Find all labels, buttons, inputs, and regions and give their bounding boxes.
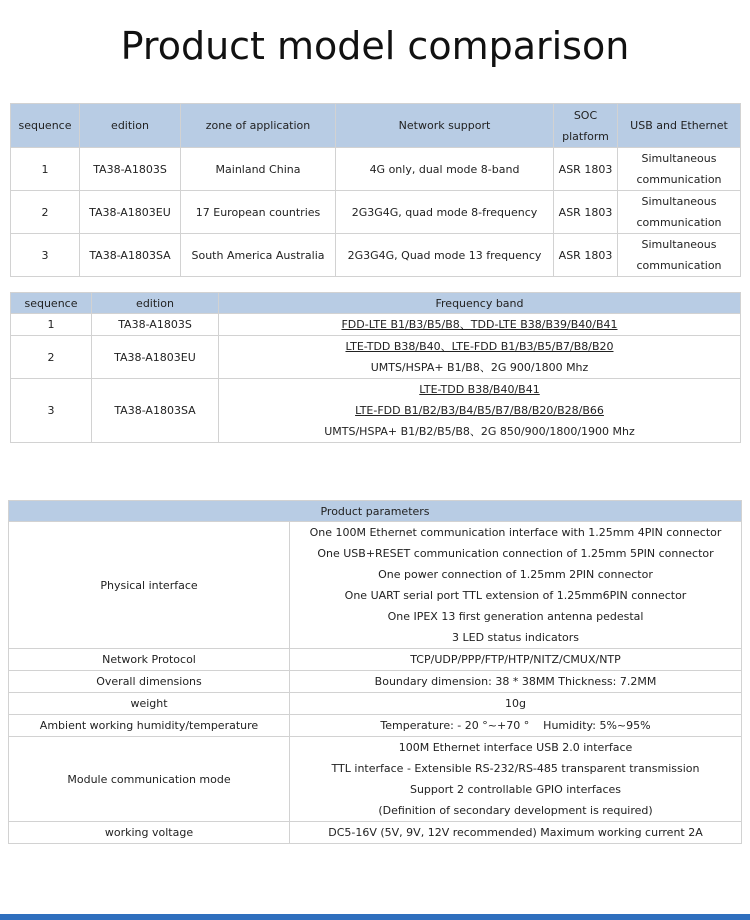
band-line: UMTS/HSPA+ B1/B2/B5/B8、2G 850/900/1800/1900 Mhz <box>324 425 635 438</box>
header-cell: Frequency band <box>219 293 741 314</box>
param-line: 100M Ethernet interface USB 2.0 interface <box>398 741 633 754</box>
param-value <box>290 671 742 693</box>
param-line: Boundary dimension: 38 * 38MM Thickness: 7.2MM <box>374 675 657 688</box>
band-line: UMTS/HSPA+ B1/B8、2G 900/1800 Mhz <box>370 361 589 374</box>
table-row <box>9 693 742 715</box>
param-line: (Definition of secondary development is required) <box>378 804 653 817</box>
table-cell: 3 <box>11 379 92 443</box>
param-label: Physical interface <box>9 522 290 649</box>
param-value <box>290 649 742 671</box>
header-cell: Product parameters <box>9 501 742 522</box>
param-label: working voltage <box>9 822 290 844</box>
table-cell: TA38-A1803S <box>80 148 181 191</box>
param-line: One UART serial port TTL extension of 1.25mm6PIN connector <box>344 589 687 602</box>
param-label: Ambient working humidity/temperature <box>9 715 290 737</box>
param-value <box>290 822 742 844</box>
table-cell: 3 <box>11 234 80 277</box>
param-value <box>290 715 742 737</box>
table-cell: 1 <box>11 148 80 191</box>
table-row <box>9 522 742 649</box>
table-cell: TA38-A1803EU <box>92 336 219 379</box>
table-row <box>11 336 741 379</box>
table-cell: Simultaneous communication <box>618 148 741 191</box>
param-line: 10g <box>505 697 526 710</box>
table-cell: Simultaneous communication <box>618 234 741 277</box>
table-row <box>11 379 741 443</box>
table-row <box>11 234 741 277</box>
table-header-row <box>11 104 741 148</box>
param-line: TTL interface - Extensible RS-232/RS-485 transparent transmission <box>331 762 700 775</box>
param-label: Network Protocol <box>9 649 290 671</box>
param-line: One 100M Ethernet communication interface with 1.25mm 4PIN connector <box>309 526 722 539</box>
table-cell: 2 <box>11 336 92 379</box>
param-value <box>290 522 742 649</box>
band-line: FDD-LTE B1/B3/B5/B8、TDD-LTE B38/B39/B40/B41 <box>341 318 618 331</box>
header-cell: Network support <box>336 104 554 148</box>
band-line: LTE-TDD B38/B40、LTE-FDD B1/B3/B5/B7/B8/B20 <box>345 340 614 353</box>
header-cell: SOC platform <box>554 104 618 148</box>
header-cell: edition <box>80 104 181 148</box>
table-row <box>11 148 741 191</box>
table-cell: Mainland China <box>181 148 336 191</box>
product-parameters-table <box>8 500 742 844</box>
band-line: LTE-FDD B1/B2/B3/B4/B5/B7/B8/B20/B28/B66 <box>355 404 604 417</box>
header-cell: sequence <box>11 104 80 148</box>
model-comparison-table <box>10 103 741 277</box>
param-label: Module communication mode <box>9 737 290 822</box>
table-cell: 4G only, dual mode 8-band <box>336 148 554 191</box>
band-line: LTE-TDD B38/B40/B41 <box>419 383 540 396</box>
param-line: Temperature: - 20 °~+70 ° Humidity: 5%~95% <box>380 719 651 732</box>
param-line: One IPEX 13 first generation antenna pedestal <box>387 610 644 623</box>
param-label: weight <box>9 693 290 715</box>
header-cell: edition <box>92 293 219 314</box>
table-row <box>9 649 742 671</box>
param-line: DC5-16V (5V, 9V, 12V recommended) Maximum working current 2A <box>328 826 703 839</box>
table-header-row <box>9 501 742 522</box>
table-header-row <box>11 293 741 314</box>
table-row <box>11 314 741 336</box>
table-row <box>9 715 742 737</box>
header-cell: sequence <box>11 293 92 314</box>
table-row <box>9 737 742 822</box>
table-cell: 2 <box>11 191 80 234</box>
band-cell <box>219 314 741 336</box>
table-cell: 2G3G4G, quad mode 8-frequency <box>336 191 554 234</box>
bottom-accent-bar <box>0 914 750 920</box>
param-line: 3 LED status indicators <box>452 631 579 644</box>
frequency-band-table <box>10 292 741 443</box>
param-line: One power connection of 1.25mm 2PIN connector <box>378 568 653 581</box>
table-cell: South America Australia <box>181 234 336 277</box>
table-cell: ASR 1803 <box>554 148 618 191</box>
table-cell: TA38-A1803EU <box>80 191 181 234</box>
table-cell: ASR 1803 <box>554 191 618 234</box>
band-cell <box>219 336 741 379</box>
param-value <box>290 737 742 822</box>
param-label: Overall dimensions <box>9 671 290 693</box>
table-cell: 1 <box>11 314 92 336</box>
header-cell: zone of application <box>181 104 336 148</box>
table-cell: 17 European countries <box>181 191 336 234</box>
table-cell: TA38-A1803SA <box>92 379 219 443</box>
band-cell <box>219 379 741 443</box>
param-value <box>290 693 742 715</box>
table-cell: TA38-A1803S <box>92 314 219 336</box>
page-title: Product model comparison <box>120 24 630 68</box>
table-cell: Simultaneous communication <box>618 191 741 234</box>
param-line: TCP/UDP/PPP/FTP/HTP/NITZ/CMUX/NTP <box>410 653 621 666</box>
table-row <box>9 822 742 844</box>
header-cell: USB and Ethernet <box>618 104 741 148</box>
table-row <box>9 671 742 693</box>
table-cell: 2G3G4G, Quad mode 13 frequency <box>336 234 554 277</box>
table-cell: ASR 1803 <box>554 234 618 277</box>
param-line: One USB+RESET communication connection of 1.25mm 5PIN connector <box>317 547 714 560</box>
table-cell: TA38-A1803SA <box>80 234 181 277</box>
table-row <box>11 191 741 234</box>
param-line: Support 2 controllable GPIO interfaces <box>409 783 622 796</box>
